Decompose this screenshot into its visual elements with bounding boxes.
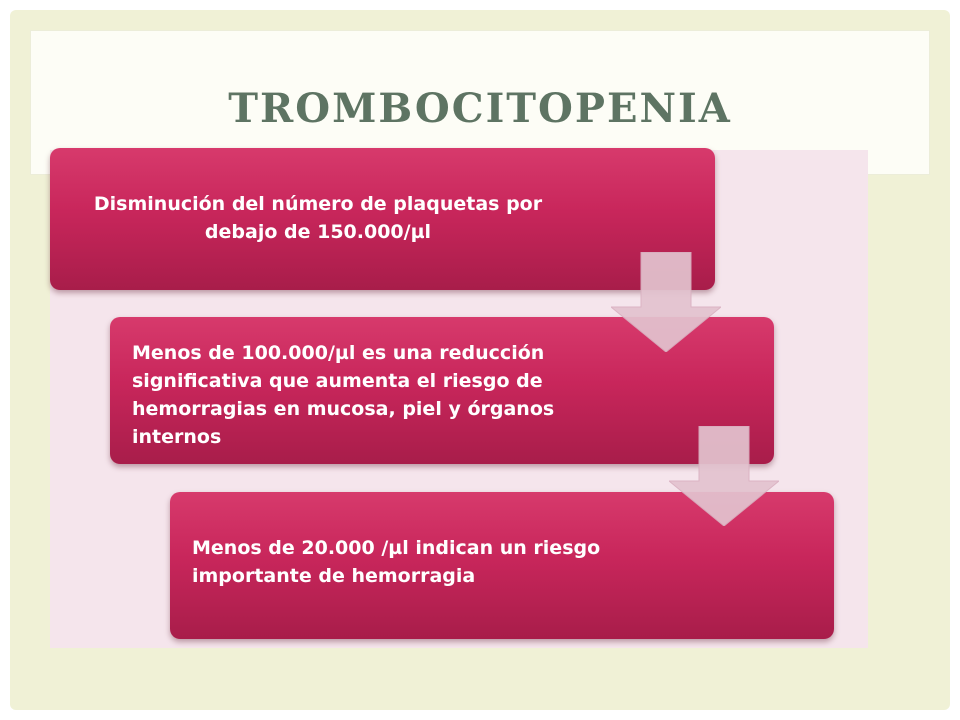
step-text-2: Menos de 100.000/µl es una reducción significativa que aumenta el riesgo de hemorragias en mucosa, piel y órganos internos	[132, 342, 555, 448]
down-arrow-icon	[611, 252, 721, 352]
slide-title: TROMBOCITOPENIA	[228, 85, 732, 132]
down-arrow-icon	[669, 426, 779, 526]
step-text-1: Disminución del número de plaquetas por debajo de 150.000/µl	[93, 193, 543, 243]
step-text-3: Menos de 20.000 /µl indican un riesgo importante de hemorragia	[192, 537, 601, 587]
